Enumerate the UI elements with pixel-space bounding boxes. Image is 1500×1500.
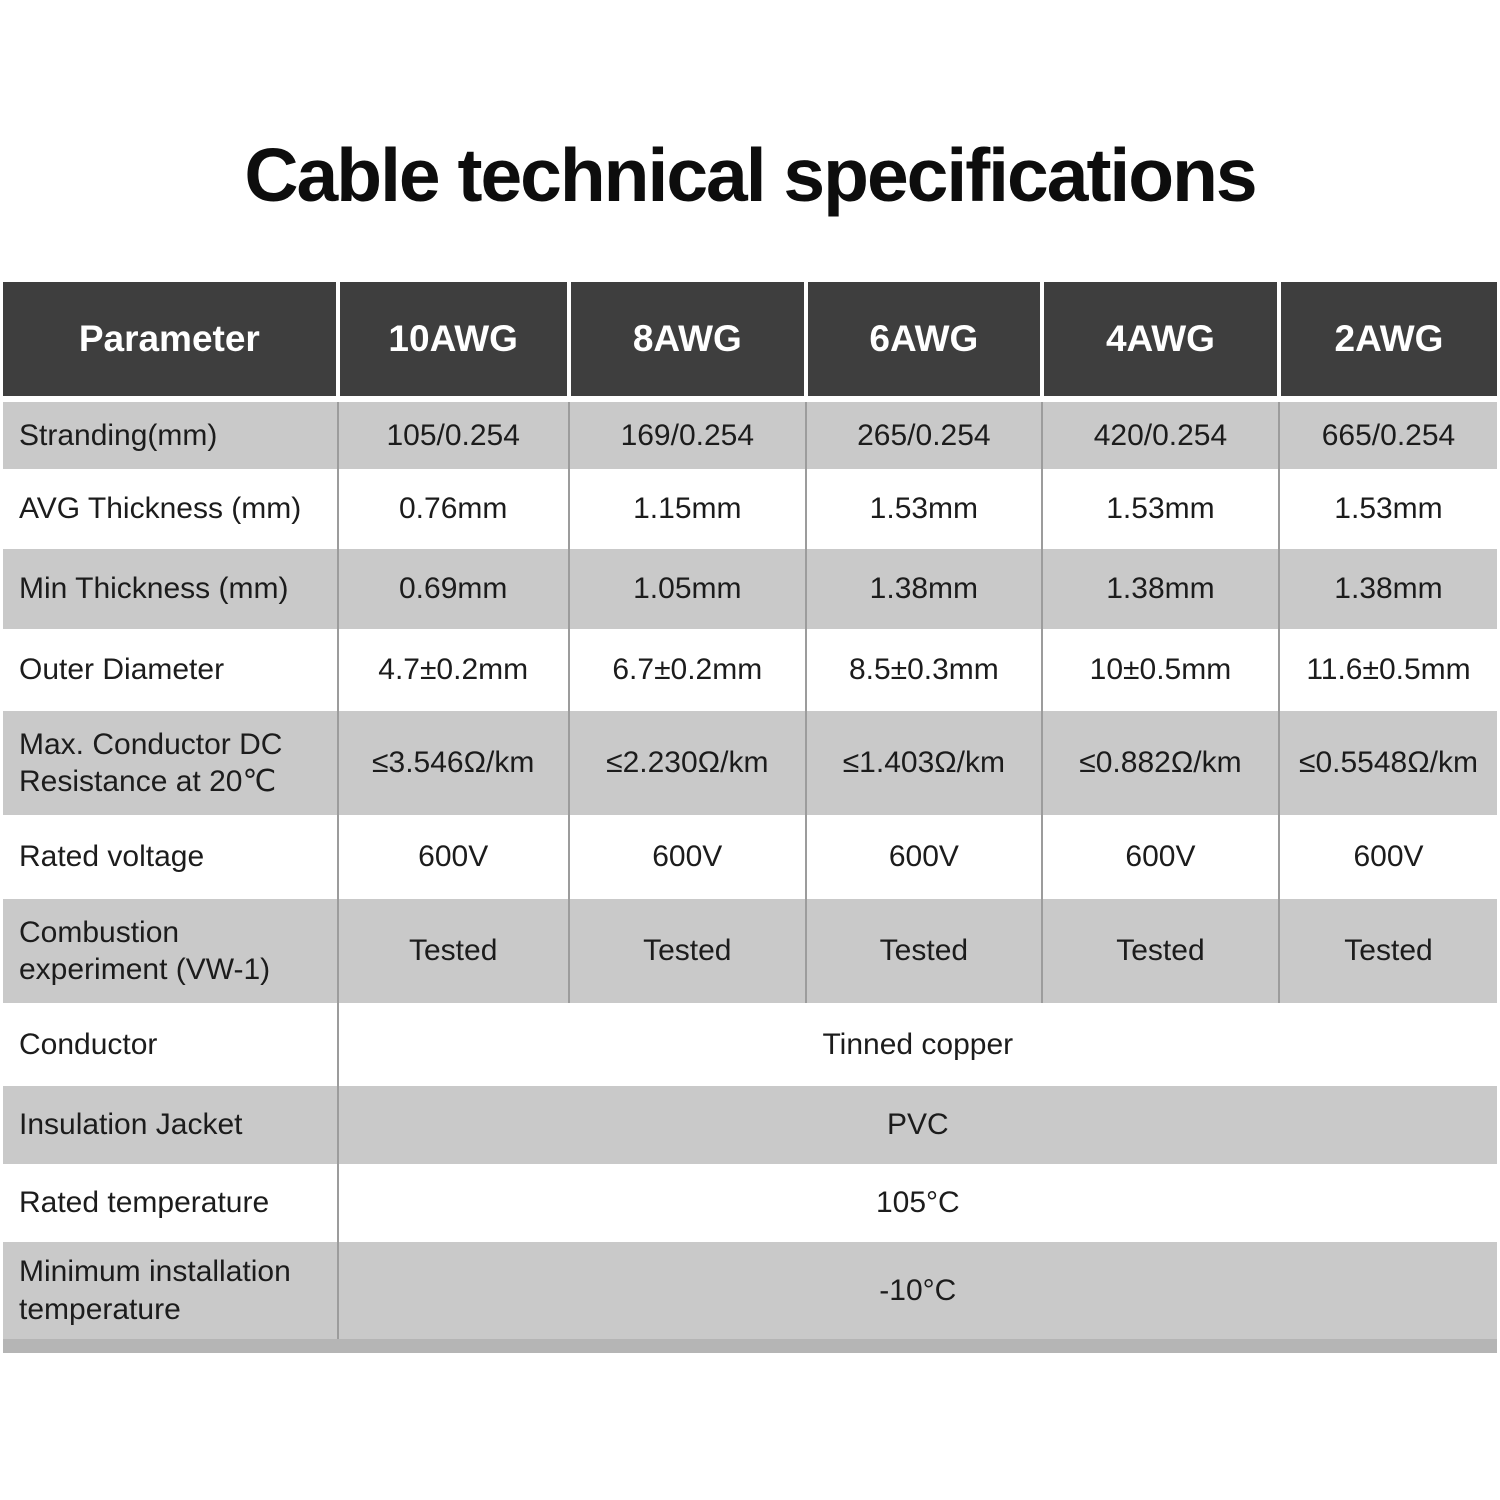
table-row: [3, 1086, 1497, 1164]
spec-cell: 420/0.254: [1042, 399, 1279, 469]
table-row: [3, 815, 1497, 899]
spec-cell: Tested: [1279, 899, 1497, 1003]
param-label: AVG Thickness (mm): [19, 492, 302, 526]
param-label: Combustion experiment (VW-1): [19, 915, 271, 986]
spec-cell: 169/0.254: [569, 399, 806, 469]
spec-cell: 1.15mm: [569, 469, 806, 549]
param-label: Outer Diameter: [19, 653, 225, 687]
spec-cell-merged: -10°C: [338, 1242, 1497, 1339]
param-label: Stranding(mm): [19, 418, 218, 452]
spec-cell-merged: Tinned copper: [338, 1003, 1497, 1086]
col-header-8awg: 8AWG: [569, 282, 806, 399]
param-label: Conductor: [19, 1027, 158, 1061]
spec-table-wrapper: [3, 282, 1497, 1353]
spec-cell: 8.5±0.3mm: [806, 629, 1042, 711]
col-header-4awg: 4AWG: [1042, 282, 1279, 399]
param-label: Min Thickness (mm): [19, 572, 289, 606]
spec-cell: 11.6±0.5mm: [1279, 629, 1497, 711]
spec-cell: Tested: [1042, 899, 1279, 1003]
table-row: [3, 629, 1497, 711]
spec-cell: 600V: [338, 815, 569, 899]
spec-cell: Tested: [806, 899, 1042, 1003]
spec-cell: 1.38mm: [806, 549, 1042, 629]
table-bottom-strip: [3, 1339, 1497, 1353]
spec-cell: Tested: [338, 899, 569, 1003]
table-row: [3, 899, 1497, 1003]
spec-cell: 1.38mm: [1042, 549, 1279, 629]
page-title: Cable technical specifications: [244, 133, 1256, 217]
spec-cell: 6.7±0.2mm: [569, 629, 806, 711]
spec-table: [3, 282, 1497, 1339]
spec-cell: 600V: [1279, 815, 1497, 899]
table-row: [3, 711, 1497, 815]
spec-cell: ≤0.882Ω/km: [1042, 711, 1279, 815]
spec-cell: 665/0.254: [1279, 399, 1497, 469]
param-label: Minimum installation temperature: [19, 1255, 291, 1326]
spec-cell: 4.7±0.2mm: [338, 629, 569, 711]
spec-cell: 1.53mm: [1279, 469, 1497, 549]
table-row: [3, 469, 1497, 549]
table-row: [3, 399, 1497, 469]
param-label: Max. Conductor DC Resistance at 20℃: [19, 727, 283, 798]
table-row: [3, 1242, 1497, 1339]
spec-cell: ≤2.230Ω/km: [569, 711, 806, 815]
col-header-parameter: Parameter: [3, 282, 338, 399]
spec-cell: 600V: [569, 815, 806, 899]
spec-cell: ≤1.403Ω/km: [806, 711, 1042, 815]
table-body: [3, 399, 1497, 1339]
spec-cell: 1.05mm: [569, 549, 806, 629]
spec-cell: 10±0.5mm: [1042, 629, 1279, 711]
spec-cell: 1.38mm: [1279, 549, 1497, 629]
header-row: [3, 282, 1497, 399]
spec-cell: 600V: [1042, 815, 1279, 899]
spec-cell-merged: PVC: [338, 1086, 1497, 1164]
param-label: Rated temperature: [19, 1186, 270, 1220]
table-row: [3, 1003, 1497, 1086]
spec-cell: 1.53mm: [1042, 469, 1279, 549]
spec-cell: 0.76mm: [338, 469, 569, 549]
table-row: [3, 1164, 1497, 1242]
spec-cell: ≤3.546Ω/km: [338, 711, 569, 815]
spec-cell: 1.53mm: [806, 469, 1042, 549]
spec-cell: ≤0.5548Ω/km: [1279, 711, 1497, 815]
col-header-2awg: 2AWG: [1279, 282, 1497, 399]
spec-cell: 105/0.254: [338, 399, 569, 469]
spec-cell-merged: 105°C: [338, 1164, 1497, 1242]
table-header: [3, 282, 1497, 399]
spec-cell: 0.69mm: [338, 549, 569, 629]
param-label: Rated voltage: [19, 840, 205, 874]
col-header-10awg: 10AWG: [338, 282, 569, 399]
spec-cell: 265/0.254: [806, 399, 1042, 469]
col-header-6awg: 6AWG: [806, 282, 1042, 399]
table-row: [3, 549, 1497, 629]
spec-cell: 600V: [806, 815, 1042, 899]
spec-cell: Tested: [569, 899, 806, 1003]
param-label: Insulation Jacket: [19, 1108, 243, 1142]
